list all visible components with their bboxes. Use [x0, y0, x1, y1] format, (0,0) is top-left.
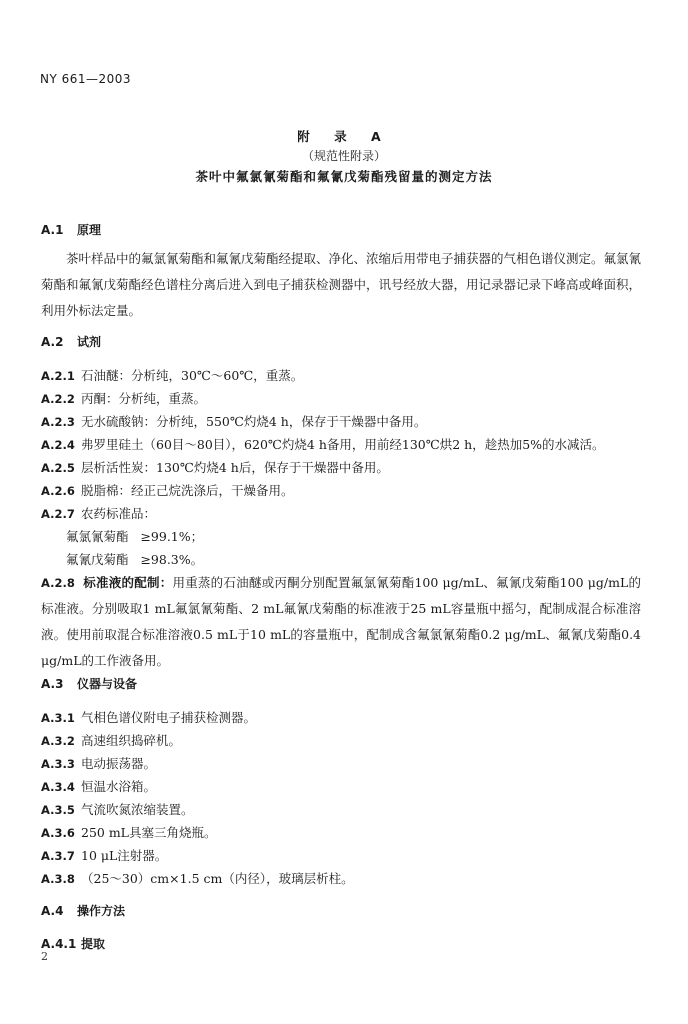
item-number: A.3.6 [41, 826, 75, 840]
item-lead: 标准液的配制： [83, 575, 173, 590]
section-heading-a3 [41, 675, 137, 692]
subsection-heading-a41 [41, 935, 105, 952]
subsection-title: 提取 [81, 937, 106, 951]
item-text: 农药标准品： [81, 506, 157, 521]
list-item-a28 [41, 570, 641, 674]
item-number: A.2.1 [41, 369, 75, 383]
item-number: A.3.1 [41, 711, 75, 725]
standard-name: 氟氯氰菊酯 [66, 529, 129, 544]
item-text: 弗罗里硅土（60目～80目），620℃灼烧4 h备用，用前经130℃烘2 h，趁热加5%的水减活。 [81, 437, 605, 452]
list-item [41, 754, 156, 772]
list-item [41, 823, 217, 841]
section-heading-a1 [41, 221, 101, 238]
item-number: A.3.2 [41, 734, 75, 748]
list-item [41, 389, 206, 407]
section-title: 原理 [77, 223, 102, 237]
list-item [41, 504, 156, 522]
list-item [41, 777, 156, 795]
list-item [41, 869, 354, 887]
item-number: A.3.5 [41, 803, 75, 817]
list-item [41, 800, 194, 818]
item-number: A.2.3 [41, 415, 75, 429]
standard-code: NY 661—2003 [40, 72, 132, 86]
principle-paragraph: 茶叶样品中的氟氯氰菊酯和氟氰戊菊酯经提取、净化、浓缩后用带电子捕获器的气相色谱仪测定。氟氯氰菊酯和氟氰戊菊酯经色谱柱分离后进入到电子捕获检测器中，讯号经放大器，用记录器记录下峰高或峰面积，利用外标法定量。 [41, 251, 642, 318]
item-text: 气相色谱仪附电子捕获检测器。 [81, 710, 257, 725]
page-number: 2 [41, 950, 48, 963]
standard-entry [66, 550, 203, 568]
list-item [41, 366, 303, 384]
item-text: 无水硫酸钠：分析纯，550℃灼烧4 h，保存于干燥器中备用。 [81, 414, 427, 429]
standard-entry [66, 527, 203, 545]
section-heading-a2 [41, 333, 101, 350]
section-number: A.2 [41, 335, 64, 349]
item-number: A.2.6 [41, 484, 75, 498]
item-number: A.2.8 [41, 576, 75, 590]
item-number: A.2.4 [41, 438, 75, 452]
list-item [41, 731, 181, 749]
standard-purity: ≥99.1%； [140, 529, 204, 544]
section-number: A.3 [41, 677, 64, 691]
appendix-subtitle: （规范性附录） [301, 149, 386, 163]
section-number: A.4 [41, 904, 64, 918]
item-text: （25～30）cm×1.5 cm（内径），玻璃层析柱。 [81, 871, 354, 886]
list-item [41, 481, 294, 499]
item-text: 高速组织捣碎机。 [81, 733, 182, 748]
item-number: A.3.3 [41, 757, 75, 771]
item-number: A.3.8 [41, 872, 75, 886]
item-number: A.3.7 [41, 849, 75, 863]
item-number: A.2.2 [41, 392, 75, 406]
list-item [41, 412, 426, 430]
item-text: 层析活性炭：130℃灼烧4 h后，保存于干燥器中备用。 [81, 460, 389, 475]
item-text: 脱脂棉：经正己烷洗涤后，干燥备用。 [81, 483, 294, 498]
section-number: A.1 [41, 223, 64, 237]
item-text: 用重蒸的石油醚或丙酮分别配置氟氯氰菊酯100 μg/mL、氟氰戊菊酯100 μg/mL的标准液。分别吸取1 mL氟氯氰菊酯、2 mL氟氰戊菊酯的标准液于25 mL容量瓶中摇匀，配制成混合标准溶液。使用前取混合标准溶液0.5 mL于10 mL的容量瓶中，配制成含氟氯氰菊酯0.2 μg/mL、氟氰戊菊酯0.4 μg/mL的工作液备用。 [41, 575, 641, 668]
item-text: 恒温水浴箱。 [81, 779, 157, 794]
appendix-heading: 茶叶中氟氯氰菊酯和氟氰戊菊酯残留量的测定方法 [195, 169, 493, 184]
item-number: A.2.5 [41, 461, 75, 475]
standard-name: 氟氰戊菊酯 [66, 552, 129, 567]
section-title: 仪器与设备 [77, 677, 138, 691]
item-text: 250 mL具塞三角烧瓶。 [81, 825, 217, 840]
list-item [41, 708, 256, 726]
appendix-title: 附 录 A [297, 129, 391, 144]
list-item [41, 458, 389, 476]
standard-purity: ≥98.3%。 [140, 552, 204, 567]
item-text: 丙酮：分析纯，重蒸。 [81, 391, 207, 406]
section-title: 操作方法 [77, 904, 126, 918]
list-item [41, 435, 605, 453]
section-title: 试剂 [77, 335, 102, 349]
item-number: A.2.7 [41, 507, 75, 521]
item-text: 10 μL注射器。 [81, 848, 168, 863]
item-number: A.3.4 [41, 780, 75, 794]
subsection-number: A.4.1 [41, 937, 77, 951]
item-text: 电动振荡器。 [81, 756, 157, 771]
section-heading-a4 [41, 902, 125, 919]
item-text: 气流吹氮浓缩装置。 [81, 802, 194, 817]
item-text: 石油醚：分析纯，30℃～60℃，重蒸。 [81, 368, 304, 383]
list-item [41, 846, 167, 864]
